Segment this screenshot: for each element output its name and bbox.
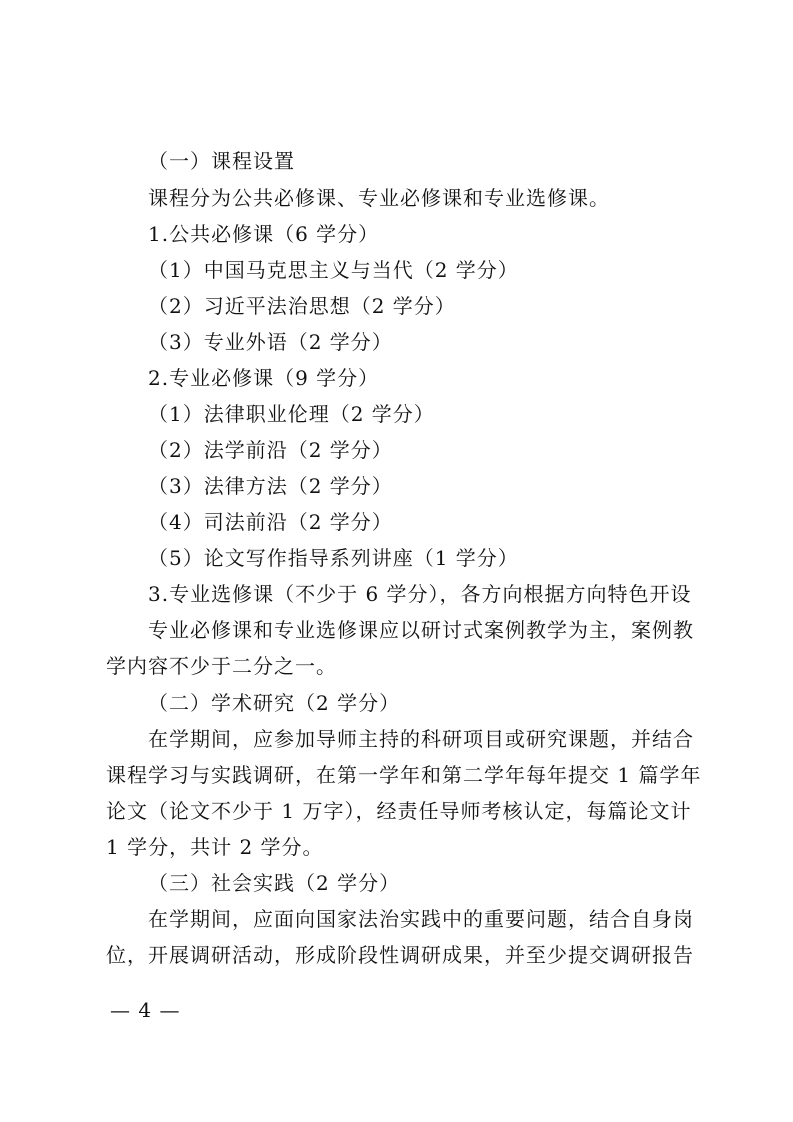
list-item: （4）司法前沿（2 学分） [148,510,393,534]
list-item: （1）中国马克思主义与当代（2 学分） [148,258,519,282]
list-item: （1）法律职业伦理（2 学分） [148,402,435,426]
section-heading-academic-research: （二）学术研究（2 学分） [148,691,401,715]
list-item: （3）法律方法（2 学分） [148,474,393,498]
paragraph-line: 课程分为公共必修课、专业必修课和专业选修课。 [148,186,610,210]
paragraph-line: 位，开展调研活动，形成阶段性调研成果，并至少提交调研报告 [106,943,694,967]
list-item: （2）法学前沿（2 学分） [148,438,393,462]
paragraph-line: 专业必修课和专业选修课应以研讨式案例教学为主，案例教 [148,618,694,642]
paragraph-line: 在学期间，应面向国家法治实践中的重要问题，结合自身岗 [148,907,694,931]
list-item: （3）专业外语（2 学分） [148,330,393,354]
paragraph-line: 学内容不少于二分之一。 [106,654,337,678]
section-heading-social-practice: （三）社会实践（2 学分） [148,871,401,895]
paragraph-line: 论文（论文不少于 1 万字），经责任导师考核认定，每篇论文计 [106,799,692,823]
subheading-public-required: 1.公共必修课（6 学分） [148,222,380,246]
subheading-professional-elective: 3.专业选修课（不少于 6 学分），各方向根据方向特色开设 [148,582,692,606]
paragraph-line: 课程学习与实践调研，在第一学年和第二学年每年提交 1 篇学年 [106,763,702,787]
paragraph-line: 1 学分，共计 2 学分。 [106,835,324,859]
page-number: — 4 — [110,998,181,1022]
list-item: （5）论文写作指导系列讲座（1 学分） [148,546,519,570]
paragraph-line: 在学期间，应参加导师主持的科研项目或研究课题，并结合 [148,727,694,751]
list-item: （2）习近平法治思想（2 学分） [148,294,456,318]
section-heading-course-setup: （一）课程设置 [148,149,295,173]
subheading-professional-required: 2.专业必修课（9 学分） [148,366,380,390]
